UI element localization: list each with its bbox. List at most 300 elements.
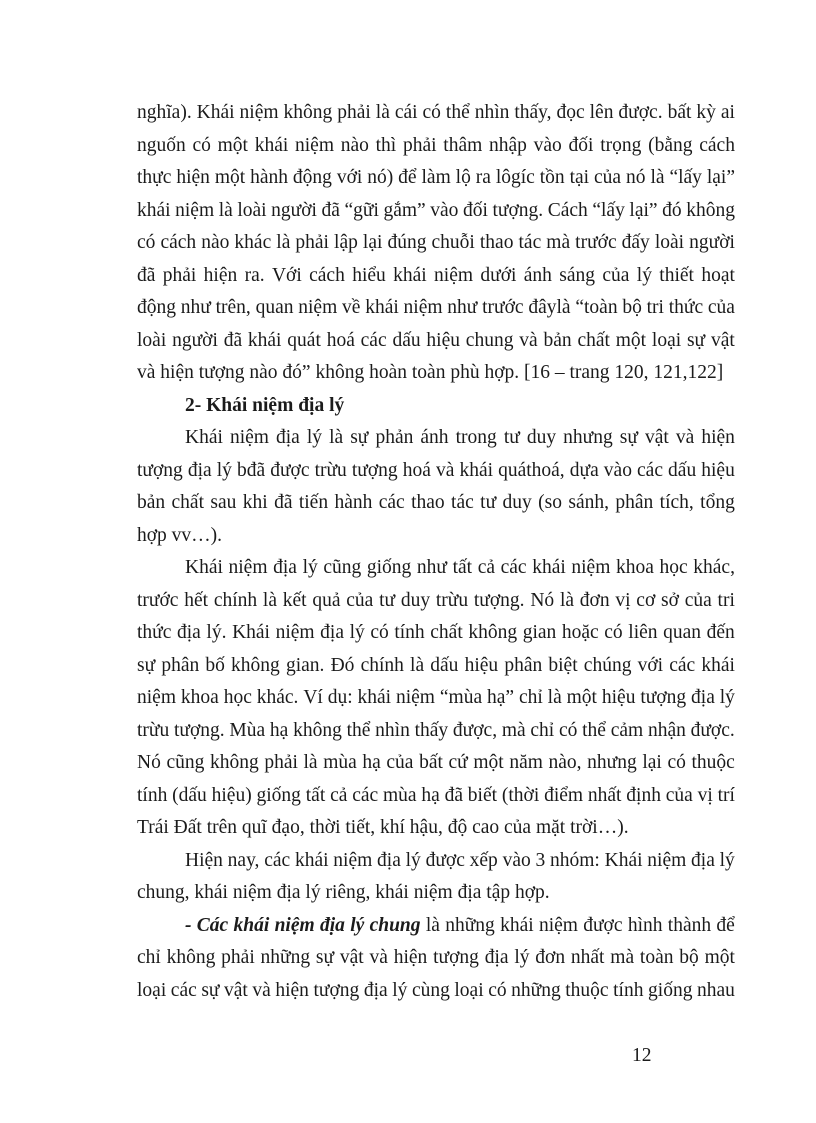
text-word: thức	[137, 622, 172, 643]
text-word: được	[425, 849, 465, 871]
text-word: phải	[295, 232, 329, 253]
text-word: hoặc	[561, 622, 599, 643]
text-word: niệm	[275, 622, 315, 643]
text-word: đơn	[579, 589, 610, 611]
text-word: niệm	[274, 914, 315, 936]
text-word: địa	[691, 849, 715, 871]
text-word: mùa	[323, 752, 357, 773]
text-word: niệm	[239, 102, 279, 123]
text-word: trên,	[215, 297, 251, 318]
text-word: (dấu	[172, 784, 207, 806]
text-word: thuộc	[565, 979, 609, 1001]
text-word: có	[667, 752, 686, 773]
text-word: hiệu	[426, 329, 460, 351]
text-word: của	[665, 784, 693, 806]
text-word: thao	[479, 232, 514, 253]
text-word: niệm	[434, 264, 474, 286]
text-word: cũng	[323, 557, 362, 578]
text-word: các	[170, 979, 197, 1001]
paragraph-definition-line	[137, 520, 735, 553]
text-word: thể	[582, 719, 606, 741]
text-word: phải	[402, 134, 437, 156]
text-word: Khái	[604, 849, 643, 871]
text-word: là	[547, 687, 562, 708]
text-word: học	[659, 557, 688, 578]
text-word: Hiện	[185, 849, 223, 871]
text-word: lý	[514, 947, 530, 968]
text-word: các	[352, 784, 379, 806]
text-word: một	[473, 752, 504, 773]
text-word: tượng	[137, 459, 183, 481]
text-word: lý	[405, 849, 421, 871]
text-word: -	[185, 914, 192, 936]
text-word: “toàn	[575, 297, 618, 318]
text-word: cơ	[636, 589, 656, 611]
paragraph-definition-line	[137, 422, 735, 455]
text-word: có	[370, 622, 389, 643]
text-word: nhưng	[587, 752, 637, 773]
text-word: và	[252, 979, 271, 1001]
text-word: sự	[137, 654, 156, 676]
text-word: địa	[187, 459, 212, 481]
text-word: hạ”	[487, 687, 515, 708]
text-word: hiện	[701, 427, 735, 448]
text-word: khái	[357, 687, 392, 708]
text-word: các	[637, 459, 663, 481]
text-word: phân	[615, 492, 654, 513]
text-word: hạ	[421, 784, 440, 806]
text-word: tượng	[313, 979, 360, 1001]
text-word: Nó	[530, 589, 555, 611]
text-word: quả	[312, 589, 341, 611]
text-word: được	[270, 459, 310, 481]
text-word: lại”	[706, 167, 735, 188]
text-word: các	[669, 654, 696, 676]
text-word: dấu	[392, 329, 421, 351]
text-word: những	[511, 979, 561, 1001]
text-word: hành	[334, 492, 373, 513]
text-word: hiện	[393, 947, 428, 968]
text-word: vị	[697, 784, 713, 806]
text-word: “gữi	[344, 199, 379, 221]
text-word: người	[172, 329, 218, 351]
text-word: cứ	[448, 752, 468, 773]
text-word: gian	[522, 622, 557, 643]
text-word: bộ	[622, 297, 642, 318]
text-word: lý	[306, 427, 323, 448]
text-word: khái	[459, 459, 494, 481]
text-word: lại”	[629, 199, 658, 221]
text-word: các	[378, 492, 405, 513]
text-word: thì	[375, 134, 397, 156]
paragraph-general-concepts-line	[137, 910, 735, 943]
text-word: Ví	[303, 687, 323, 708]
text-word: hình	[627, 914, 663, 936]
text-word: chỉ	[137, 947, 161, 968]
text-word: bố	[205, 654, 225, 676]
text-word: niệm	[228, 557, 268, 578]
text-word: và	[675, 427, 695, 448]
text-word: biết	[467, 784, 498, 806]
text-word: bộ	[679, 947, 699, 968]
text-word: đâylà	[528, 297, 571, 318]
text-word: đấy	[621, 232, 650, 253]
text-word: trước	[137, 589, 179, 611]
text-word: như	[180, 297, 211, 318]
text-word: tri	[717, 589, 735, 611]
text-word: và	[435, 459, 455, 481]
text-word: xếp	[469, 849, 498, 871]
text-word: mùa	[382, 784, 417, 806]
text-word: tượng	[351, 459, 398, 481]
text-word: bản	[543, 329, 572, 351]
text-word: phải	[162, 264, 197, 286]
text-word: và	[519, 329, 538, 351]
text-word: niệm	[298, 297, 338, 318]
text-word: phân	[504, 654, 543, 676]
text-word: lôgíc	[495, 167, 535, 188]
text-word: là	[276, 232, 291, 253]
text-word: vật	[645, 427, 669, 448]
text-word: (bằng	[648, 134, 693, 156]
text-run: 2- Khái niệm địa lý	[185, 394, 345, 416]
text-word: lý	[216, 459, 232, 481]
text-word: sự	[686, 329, 706, 351]
text-word: lý	[719, 687, 735, 708]
text-word: đơn	[535, 947, 566, 968]
text-word: chất	[430, 622, 463, 643]
text-run: và hiện tượng nào đó” không hoàn toàn phù hợp. [16 – trang 120, 121,122]	[137, 362, 724, 383]
text-word: dưới	[480, 264, 517, 286]
text-word: nhau	[697, 979, 735, 1001]
text-word: tư	[503, 427, 520, 448]
text-word: sánh,	[568, 492, 609, 513]
text-word: hiệu)	[211, 784, 252, 806]
text-word: niệm	[403, 297, 443, 318]
text-word: nhập	[489, 134, 527, 156]
text-word: tính	[394, 622, 425, 643]
text-word: dấu	[668, 459, 697, 481]
text-word: hiệu	[464, 654, 499, 676]
text-word: giống	[366, 557, 412, 578]
text-word: vào	[430, 199, 459, 221]
text-run: chung, khái niệm địa lý riêng, khái niệm địa tập hợp.	[137, 882, 550, 903]
text-word: trí	[717, 784, 735, 806]
text-word: niệm	[395, 687, 435, 708]
text-word: có	[604, 622, 623, 643]
text-word: phải	[221, 947, 255, 968]
text-word: địa	[273, 557, 297, 578]
text-word: tích,	[659, 492, 694, 513]
text-word: các	[264, 849, 291, 871]
text-word: được	[583, 914, 623, 936]
text-word: loài	[654, 232, 685, 253]
text-word: một	[214, 167, 246, 188]
text-word: đã	[274, 492, 293, 513]
text-word: động	[137, 297, 176, 318]
paragraph-characteristics-line	[137, 617, 735, 650]
text-word: tác	[518, 232, 542, 253]
text-word: những	[445, 914, 495, 936]
text-word: những	[260, 947, 311, 968]
text-word: loài	[237, 199, 267, 221]
text-word: biệt	[548, 654, 578, 676]
paragraph-continuation-line	[137, 292, 735, 325]
text-word: tính	[613, 979, 644, 1001]
text-word: một	[566, 687, 597, 708]
text-word: duy	[526, 427, 557, 448]
text-word: phải	[264, 752, 298, 773]
paragraph-characteristics-line	[137, 812, 735, 845]
paragraph-continuation-line	[137, 357, 735, 390]
text-word: các	[500, 557, 527, 578]
text-word: với	[637, 654, 664, 676]
text-word: Khái	[185, 557, 223, 578]
text-word: nhóm:	[550, 849, 600, 871]
text-block	[137, 97, 735, 1007]
text-word: thực	[137, 167, 172, 188]
text-word: ra.	[244, 264, 265, 286]
text-word: cả	[330, 784, 348, 806]
text-run: Trái Đất trên quĩ đạo, thời tiết, khí hậu, độ cao của mặt trời…).	[137, 817, 629, 838]
text-word: là	[650, 167, 665, 188]
text-word: thao	[411, 492, 445, 513]
text-word: loài	[137, 329, 167, 351]
paragraph-continuation-line	[137, 162, 735, 195]
text-word: cũng	[166, 752, 205, 773]
text-word: nhận	[647, 719, 686, 741]
text-word: khái	[247, 329, 282, 351]
text-word: của	[707, 297, 735, 318]
text-word: nào,	[548, 752, 582, 773]
text-word: tư	[480, 492, 497, 513]
text-word: sự	[315, 947, 335, 968]
text-word: lý	[349, 622, 365, 643]
text-word: thấy	[414, 719, 449, 741]
text-word: khái	[254, 134, 289, 156]
text-word: Khái	[232, 622, 270, 643]
text-word: niệm	[647, 849, 687, 871]
text-word: hoá	[326, 329, 355, 351]
text-word: thức	[668, 297, 704, 318]
text-word: đã	[223, 329, 243, 351]
text-word: chỉ	[530, 719, 555, 741]
text-word: nhìn	[474, 102, 510, 123]
text-word: với	[336, 167, 363, 188]
text-word: lý	[392, 979, 408, 1001]
text-word: nhất	[570, 947, 605, 968]
text-word: nào	[340, 134, 369, 156]
text-word: trừu	[314, 459, 347, 481]
text-word: đó	[662, 199, 682, 221]
text-word: lý	[636, 264, 652, 286]
text-word: hiểu	[352, 264, 386, 286]
text-word: của	[386, 752, 414, 773]
text-word: niệm	[175, 199, 215, 221]
text-word: cách	[699, 134, 735, 156]
paragraph-continuation-line	[137, 260, 735, 293]
text-word: phản	[375, 427, 414, 448]
text-word: là	[262, 589, 277, 611]
text-word: về	[342, 297, 361, 318]
text-word: sự	[619, 427, 638, 448]
paragraph-characteristics-line	[137, 747, 735, 780]
text-word: thuộc	[691, 752, 735, 773]
text-word: trong	[455, 427, 497, 448]
text-word: có	[137, 232, 156, 253]
text-word: là	[410, 654, 425, 676]
text-word: tất	[452, 557, 473, 578]
text-word: khoa	[615, 557, 654, 578]
text-word: Khái	[196, 102, 235, 123]
text-word: đã	[444, 784, 463, 806]
text-word: niệm	[333, 849, 373, 871]
text-word: duy	[502, 492, 532, 513]
paragraph-general-concepts-line	[137, 975, 735, 1008]
text-word: như	[447, 297, 478, 318]
text-word: là	[425, 914, 440, 936]
text-word: sự	[350, 427, 369, 448]
text-word: cách	[309, 264, 345, 286]
text-word: nhưng	[563, 427, 613, 448]
text-word: các	[360, 329, 387, 351]
text-word: loại	[454, 979, 484, 1001]
paragraph-characteristics-line	[137, 585, 735, 618]
text-word: có	[422, 102, 441, 123]
text-word: tại	[569, 167, 590, 188]
text-word: năm	[509, 752, 543, 773]
text-word: Các	[196, 914, 229, 936]
text-word: thiết	[659, 264, 694, 286]
text-word: quát	[287, 329, 321, 351]
text-word: không	[209, 752, 259, 773]
text-word: thành	[667, 914, 712, 936]
text-word: Đó	[330, 654, 355, 676]
text-word: được,	[452, 719, 498, 741]
text-word: tượng.	[492, 199, 544, 221]
text-word: khái	[137, 199, 171, 221]
paragraph-continuation-line	[137, 97, 735, 130]
text-word: niệm	[295, 134, 335, 156]
text-word: lộ	[455, 167, 471, 188]
text-word: giống	[256, 784, 301, 806]
text-word: dựa	[569, 459, 599, 481]
text-word: lại	[642, 752, 662, 773]
text-word: địa	[319, 914, 345, 936]
text-word: để	[398, 167, 417, 188]
text-word: chung	[369, 914, 421, 936]
text-word: hoá	[402, 459, 431, 481]
text-word: vật	[224, 979, 248, 1001]
text-word: khác,	[693, 557, 735, 578]
text-word: bất	[667, 102, 692, 123]
text-word: sở	[661, 589, 679, 611]
text-word: hiệu	[601, 687, 636, 708]
text-word: chúng	[583, 654, 632, 676]
text-word: lý	[350, 914, 365, 936]
text-word: kỳ	[696, 102, 716, 123]
text-word: của	[594, 167, 622, 188]
text-run: hợp vv…).	[137, 524, 223, 546]
text-word: địa	[377, 849, 401, 871]
text-word: đến	[706, 622, 735, 643]
text-word: tất	[305, 784, 326, 806]
text-word: khi	[242, 492, 268, 513]
paragraph-characteristics-line	[137, 715, 735, 748]
text-word: mà	[546, 232, 571, 253]
text-word: một	[217, 134, 248, 156]
text-word: đối	[462, 199, 488, 221]
text-word: hết	[184, 589, 209, 611]
text-word: vật	[339, 947, 364, 968]
text-word: làm	[421, 167, 451, 188]
text-word: vào	[603, 459, 632, 481]
text-word: phải	[337, 102, 371, 123]
text-word: khái	[294, 849, 329, 871]
text-word: nhất	[587, 784, 622, 806]
text-word: đọc	[556, 102, 585, 123]
paragraph-definition-line	[137, 455, 735, 488]
text-word: của	[602, 264, 630, 286]
paragraph-groups-line	[137, 845, 735, 878]
text-word: nào	[201, 232, 230, 253]
text-word: niệm	[137, 687, 176, 708]
text-word: hiện	[176, 167, 210, 188]
text-word: (thời	[501, 784, 540, 806]
text-word: “lấy	[592, 199, 625, 221]
text-word: nay,	[227, 849, 260, 871]
text-word: lý	[719, 849, 735, 871]
text-word: bđã	[237, 459, 266, 481]
text-word: được.	[690, 719, 735, 741]
text-word: là	[375, 102, 390, 123]
text-word: hiện	[275, 979, 309, 1001]
text-word: lý	[302, 557, 318, 578]
text-word: nó)	[367, 167, 394, 188]
paragraph-characteristics-line	[137, 552, 735, 585]
text-word: địa	[691, 687, 715, 708]
text-word: điểm	[544, 784, 584, 806]
text-word: tượng	[433, 947, 479, 968]
text-word: toàn	[639, 947, 674, 968]
text-word: hạ	[269, 719, 289, 741]
text-word: khái	[701, 654, 735, 676]
text-word: được.	[618, 102, 663, 123]
text-word: ánh	[523, 264, 552, 286]
text-word: là	[303, 752, 318, 773]
text-word: kết	[282, 589, 307, 611]
paragraph-continuation-line	[137, 325, 735, 358]
text-word: tượng.	[173, 719, 225, 741]
text-word: loại	[651, 329, 682, 351]
text-word: cách	[160, 232, 197, 253]
text-word: niệm	[571, 557, 611, 578]
text-word: sự	[201, 979, 220, 1001]
text-word: đúng	[387, 232, 427, 253]
text-word: địa	[484, 947, 509, 968]
text-word: loại	[137, 979, 167, 1001]
text-word: cái	[394, 102, 418, 123]
paragraph-characteristics-line	[137, 650, 735, 683]
paragraph-general-concepts-line	[137, 942, 735, 975]
text-word: khái	[393, 264, 427, 286]
text-word: duy	[400, 589, 431, 611]
text-word: vị	[615, 589, 631, 611]
text-word: hạ	[362, 752, 381, 773]
page-number: 12	[632, 1045, 652, 1066]
text-word: cả	[477, 557, 495, 578]
text-word: 3	[535, 849, 546, 871]
